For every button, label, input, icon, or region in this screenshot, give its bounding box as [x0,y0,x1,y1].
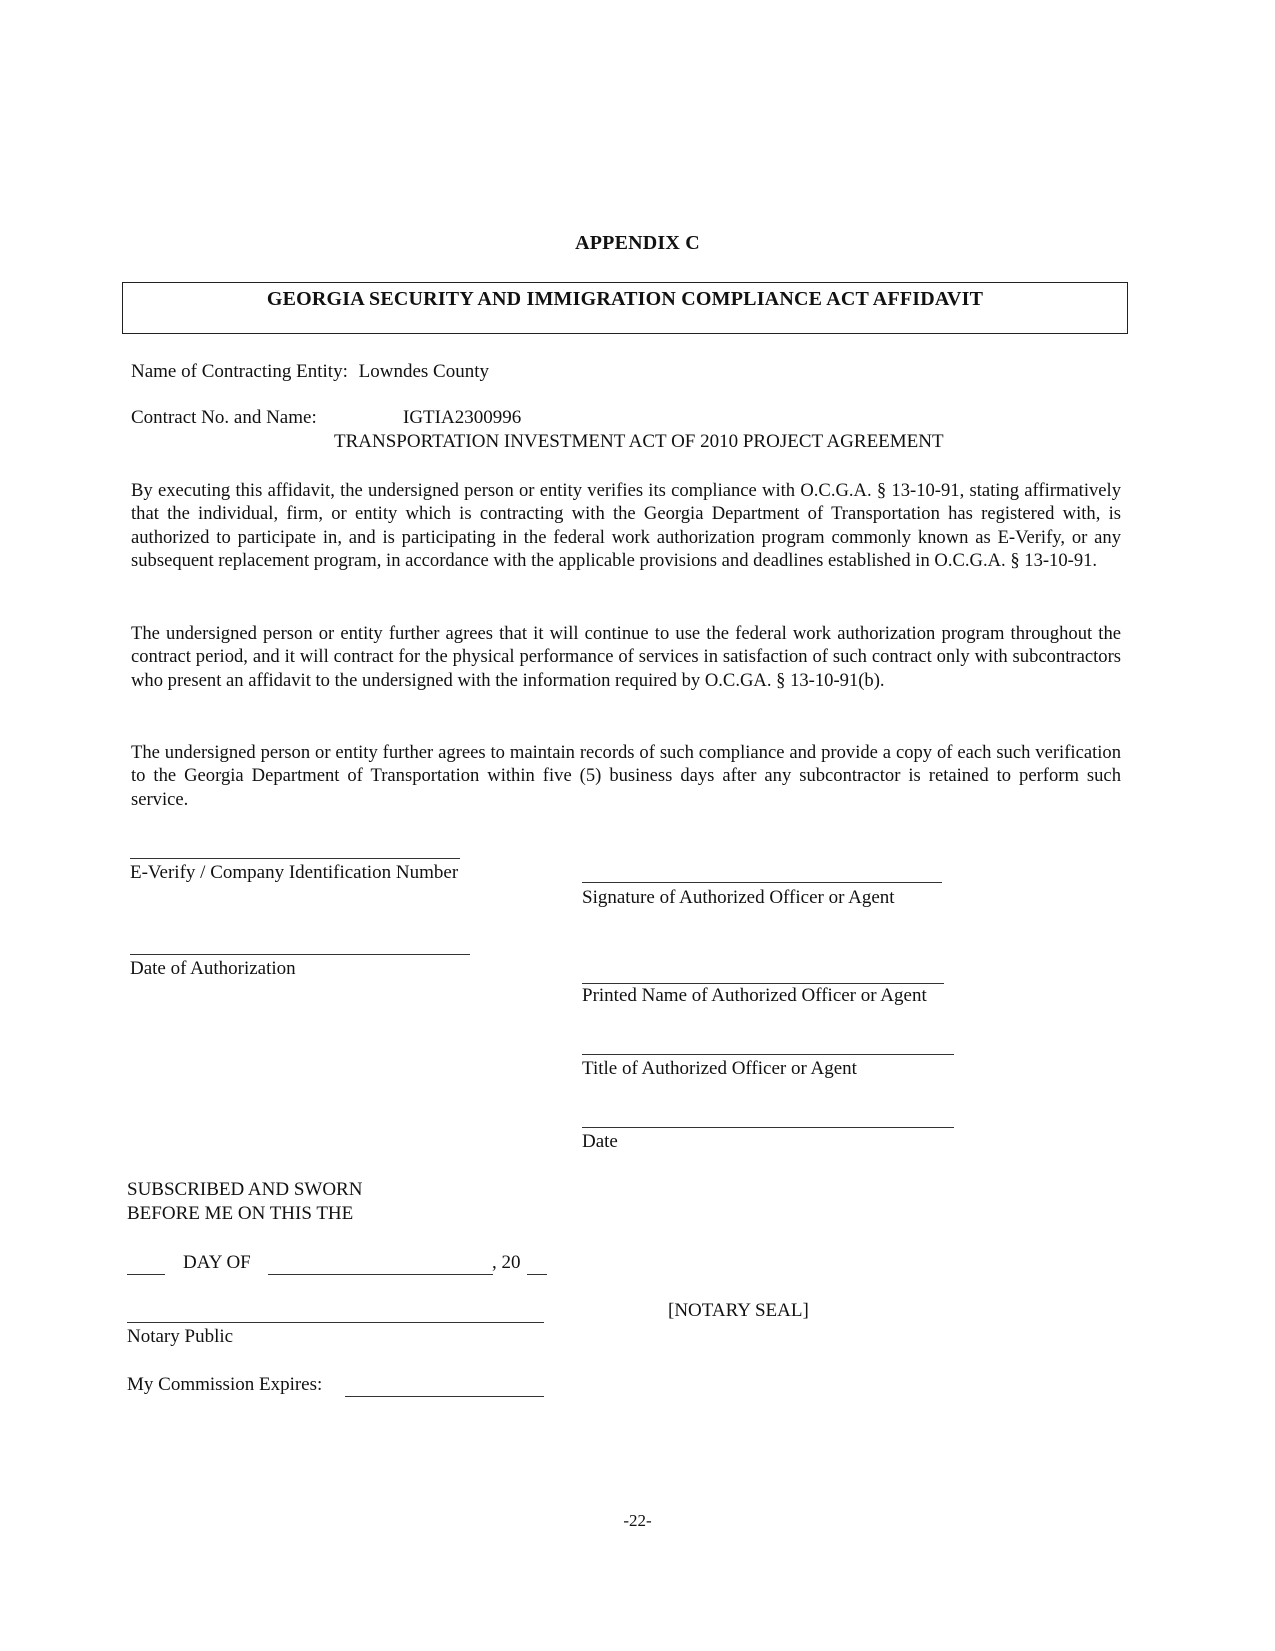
year-blank[interactable] [527,1274,547,1275]
sworn-line-2: BEFORE ME ON THIS THE [127,1203,354,1224]
contracting-entity-row [131,360,489,383]
sworn-line-1: SUBSCRIBED AND SWORN [127,1179,363,1200]
printed-name-label: Printed Name of Authorized Officer or Agent [582,985,927,1006]
paragraph-compliance: By executing this affidavit, the undersigned person or entity verifies its compliance with O.C.G.A. § 13-10-91, stating affirmatively that the individual, firm, or entity which is contracting with the Georgia Department of Transportation has registered with, is authorized to participate in, and is participating in the federal work authorization program commonly known as E-Verify, or any subsequent replacement program, in accordance with the applicable provisions and deadlines established in O.C.G.A. § 13-10-91. [131,480,1121,572]
paragraph-continued-use: The undersigned person or entity further agrees that it will continue to use the federal work authorization program throughout the contract period, and it will contract for the physical performance of services in satisfaction of such contract only with subcontractors who present an affidavit to the undersigned with the information required by O.C.GA. § 13-10-91(b). [131,623,1121,691]
date-line[interactable] [582,1127,954,1128]
day-blank[interactable] [127,1274,165,1275]
commission-expires-line[interactable] [345,1396,544,1397]
title-box [122,282,1128,334]
contracting-entity-label: Name of Contracting Entity: [131,361,348,382]
officer-title-label: Title of Authorized Officer or Agent [582,1058,857,1079]
paragraph-records: The undersigned person or entity further agrees to maintain records of such compliance and provide a copy of each such verification to the Georgia Department of Transportation within five (5) business days after any subcontractor is retained to perform such service. [131,742,1121,810]
everify-id-label: E-Verify / Company Identification Number [130,862,459,883]
notary-seal-label: [NOTARY SEAL] [668,1300,809,1321]
date-of-authorization-label: Date of Authorization [130,958,296,979]
year-prefix: , 20 [492,1252,521,1273]
officer-title-line[interactable] [582,1054,954,1055]
notary-public-label: Notary Public [127,1326,234,1347]
date-label: Date [582,1131,618,1152]
document-title: GEORGIA SECURITY AND IMMIGRATION COMPLIANCE ACT AFFIDAVIT [266,288,984,310]
everify-id-line[interactable] [130,858,460,859]
contracting-entity-value: Lowndes County [358,361,489,382]
appendix-heading: APPENDIX C [575,232,700,254]
printed-name-line[interactable] [582,983,944,984]
day-of-label: DAY OF [183,1252,251,1273]
date-of-authorization-line[interactable] [130,954,470,955]
notary-signature-line[interactable] [127,1322,544,1323]
month-blank[interactable] [268,1274,493,1275]
contract-name: TRANSPORTATION INVESTMENT ACT OF 2010 PROJECT AGREEMENT [334,431,944,452]
page-number: -22- [623,1511,652,1530]
contract-label: Contract No. and Name: [131,407,317,428]
commission-expires-label: My Commission Expires: [127,1374,323,1395]
signature-label: Signature of Authorized Officer or Agent [582,887,895,908]
signature-line[interactable] [582,882,942,883]
contract-number: IGTIA2300996 [403,407,522,428]
